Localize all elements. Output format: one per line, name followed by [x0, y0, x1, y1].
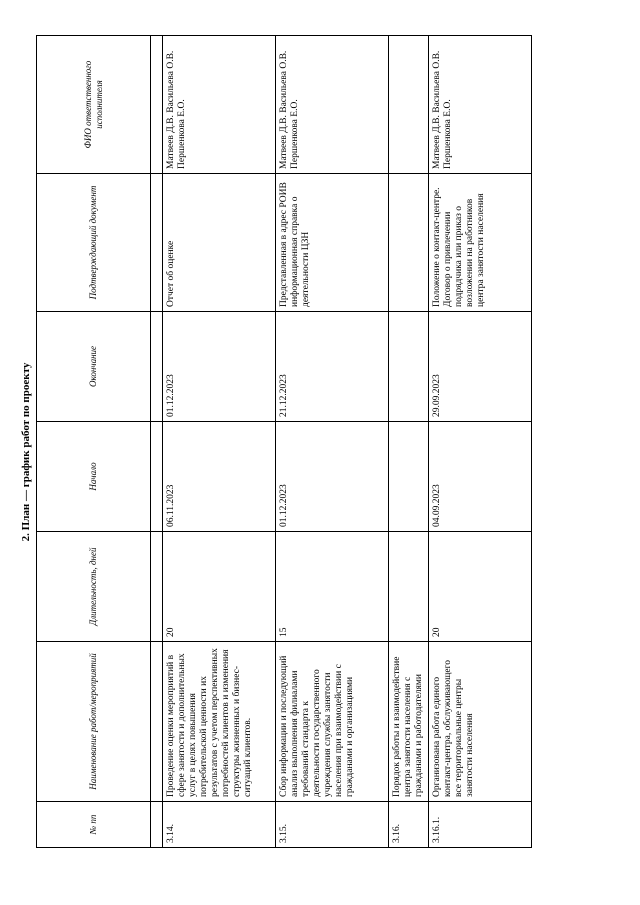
cell-start: 06.11.2023	[163, 422, 276, 532]
cell-name: Порядок работы и взаимодействие центра занятости населения с гражданами и работодателями	[389, 642, 429, 802]
cell-name: Сбор информации и последующий анализ выполнения филиалами требований стандарта к деятельности государственного учреждения службы занятости населения при взаимодействии с гражданами и организациями	[276, 642, 389, 802]
cell-duration	[389, 532, 429, 642]
cell-start	[389, 422, 429, 532]
cell-end: 01.12.2023	[163, 312, 276, 422]
cell-duration: 20	[429, 532, 532, 642]
cell-end: 21.12.2023	[276, 312, 389, 422]
cell-responsible: Матвеев Д.В. Васильева О.В. Першенкова Е.О.	[429, 36, 532, 174]
cell-num: 3.14.	[163, 802, 276, 848]
col-header-end: Окончание	[37, 312, 151, 422]
col-header-document: Подтверждающий документ	[37, 174, 151, 312]
cell-name: Проведение оценки мероприятий в сфере занятости и дополнительных услуг в целях повышения потребительской ценности их результатов с учетом перспективных потребностей клиентов и изменения структуры жизненных и бизнес-ситуаций клиентов.	[163, 642, 276, 802]
table-row	[163, 36, 276, 848]
cell-name: Организована работа единого контакт-центра, обслуживающего все территориальные центры занятости населения	[429, 642, 532, 802]
cell-end	[389, 312, 429, 422]
rotated-page	[20, 2, 620, 902]
table-row	[389, 36, 429, 848]
schedule-table	[36, 35, 532, 848]
header-row	[37, 36, 151, 848]
cell-responsible: Матвеев Д.В. Васильева О.В. Першенкова Е.О.	[276, 36, 389, 174]
cell-duration: 20	[163, 532, 276, 642]
table-row	[276, 36, 389, 848]
cell-num: 3.16.	[389, 802, 429, 848]
cell-start: 04.09.2023	[429, 422, 532, 532]
cell-start: 01.12.2023	[276, 422, 389, 532]
col-header-name: Наименование работ/мероприятий	[37, 642, 151, 802]
col-header-num: № пп	[37, 802, 151, 848]
section-heading: 2. План — график работ по проекту	[20, 362, 32, 542]
cell-end: 29.09.2023	[429, 312, 532, 422]
cell-duration: 15	[276, 532, 389, 642]
cell-document: Отчет об оценке	[163, 174, 276, 312]
cell-document: Представленная в адрес РОИВ информационная справка о деятельности ЦЗН	[276, 174, 389, 312]
cell-responsible: Матвеев Д.В. Васильева О.В. Першенкова Е.О.	[163, 36, 276, 174]
cell-num: 3.15.	[276, 802, 389, 848]
col-header-responsible: ФИО ответственного исполнителя	[37, 36, 151, 174]
cell-num: 3.16.1.	[429, 802, 532, 848]
col-header-start: Начало	[37, 422, 151, 532]
cell-document	[389, 174, 429, 312]
spacer-row	[151, 36, 163, 848]
col-header-duration: Длительность, дней	[37, 532, 151, 642]
cell-document: Положение о контакт-центре. Договор о привлечении подрядчика или приказ о возложении на работников центра занятости населения	[429, 174, 532, 312]
cell-responsible	[389, 36, 429, 174]
table-row	[429, 36, 532, 848]
